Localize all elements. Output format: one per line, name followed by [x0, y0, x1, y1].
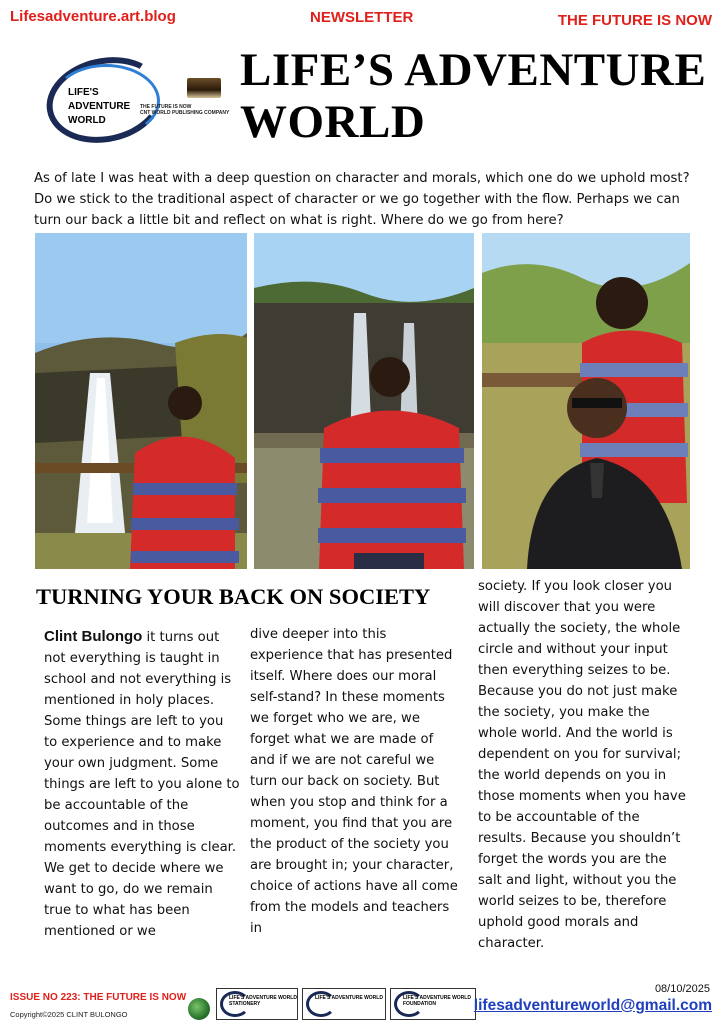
photo-waterfall-1 [35, 233, 247, 569]
logo-name: LIFE'S ADVENTURE WORLD [68, 87, 131, 126]
article-headline: TURNING YOUR BACK ON SOCIETY [36, 584, 431, 609]
column-1-text: it turns out not everything is taught in school and not everything is mentioned in holy places. Some things are left to you to experience and to make your own judgment. Some things are left to you alone to be accountable of the outcomes and in those moments everything is clear. We get to decide where we want to go, do we remain true to what has been mentioned or we [44, 630, 240, 939]
intro-paragraph: As of late I was heat with a deep question on character and morals, which one do we uphold most? Do we stick to the traditional aspect of character or we go together with the flow. Perhaps we can turn our back a little bit and reflect on what is right. Where do we go from here? [34, 171, 690, 228]
issue-number: ISSUE NO 223: THE FUTURE IS NOW [10, 992, 187, 1003]
book-icon [187, 78, 221, 98]
badge-world: LIFE'S ADVENTURE WORLD [302, 988, 386, 1020]
globe-icon [188, 998, 210, 1020]
slogan: THE FUTURE IS NOW [557, 12, 712, 29]
photo-author [482, 233, 690, 569]
photo-waterfall-2 [254, 233, 474, 569]
brand-logo [46, 56, 238, 144]
issue-date: 08/10/2025 [654, 983, 710, 995]
article-author: Clint Bulongo [44, 628, 143, 645]
article-column-1 [44, 626, 240, 942]
logo-tagline: THE FUTURE IS NOW CNT WORLD PUBLISHING COMPANY [140, 104, 230, 116]
article-column-2: dive deeper into this experience that has presented itself. Where does our moral self-stand? In these moments we forget who we are, we forget what we are made of and if we are not careful we turn our back on society. But when you stop and think for a moment, you find that you are the product of the society you are brought in; your character, choice of actions have all come from the models and teachers in [250, 627, 458, 936]
masthead-title: LIFE’S ADVENTURE WORLD [240, 44, 707, 148]
section-label: NEWSLETTER [310, 9, 414, 26]
badge-stationery: LIFE'S ADVENTURE WORLD STATIONERY [216, 988, 298, 1020]
site-name[interactable]: Lifesadventure.art.blog [10, 8, 176, 25]
copyright: Copyright©2025 CLINT BULONGO [10, 1010, 128, 1019]
article-column-3: society. If you look closer you will discover that you were actually the society, the whole circle and without your input then everything seizes to be. Because you do not just make the society, you make the whole world. And the world is dependent on you for survival; the world depends on you in those moments when you have to be accountable of the results. Because you shouldn’t forget the words you are the salt and light, without you the world seizes to be, therefore uphold good morals and character. [478, 579, 686, 951]
badge-foundation: LIFE'S ADVENTURE WORLD FOUNDATION [390, 988, 476, 1020]
contact-email-link[interactable]: lifesadventureworld@gmail.com [473, 997, 712, 1014]
